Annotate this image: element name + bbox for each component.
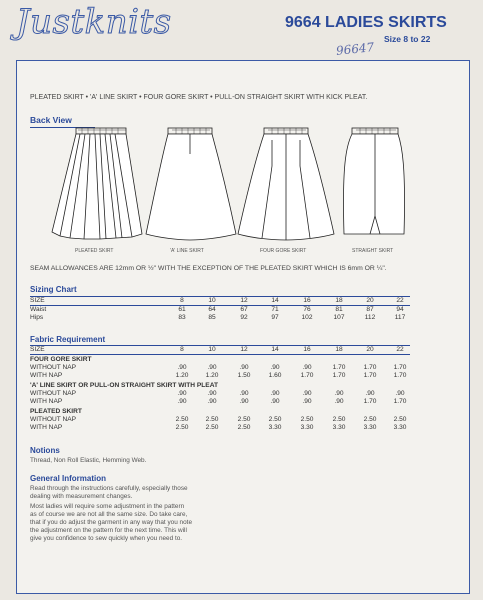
handwritten-number: 96647 xyxy=(335,40,375,58)
sizing-chart-title: Sizing Chart xyxy=(30,285,77,294)
table-cell: 71 xyxy=(271,306,279,313)
back-view-title: Back View xyxy=(30,115,72,125)
size-cell: 22 xyxy=(396,346,404,353)
table-cell: 1.70 xyxy=(332,364,346,371)
general-info-line: as of course we are not all the same size. Do take care, xyxy=(30,511,188,518)
general-info-line: dealing with measurement changes. xyxy=(30,493,133,500)
size-cell: 12 xyxy=(240,297,248,304)
table-cell: .90 xyxy=(270,390,280,397)
size-cell: 10 xyxy=(208,297,216,304)
table-cell: 1.70 xyxy=(363,364,377,371)
table-cell: .90 xyxy=(207,364,217,371)
size-label: SIZE xyxy=(30,297,45,304)
table-cell: .90 xyxy=(239,364,249,371)
table-cell: .90 xyxy=(239,398,249,405)
table-cell: 94 xyxy=(396,306,404,313)
table-cell: .90 xyxy=(177,398,187,405)
group-four-gore: FOUR GORE SKIRT xyxy=(30,356,92,363)
table-cell: 1.70 xyxy=(300,372,314,379)
size-cell: 8 xyxy=(180,297,184,304)
table-cell: 3.30 xyxy=(268,424,282,431)
row-label: WITHOUT NAP xyxy=(30,416,77,423)
skirt-illustrations xyxy=(50,126,430,250)
group-a-line-or-straight: 'A' LINE SKIRT OR PULL-ON STRAIGHT SKIRT WITH PLEAT xyxy=(30,382,218,389)
table-row xyxy=(30,314,410,323)
table-cell: 97 xyxy=(271,314,279,321)
general-info-line: the adjustment on the pattern for the next time. This will xyxy=(30,527,187,534)
table-cell: 102 xyxy=(301,314,313,321)
table-cell: 1.50 xyxy=(237,372,251,379)
table-cell: 1.70 xyxy=(363,372,377,379)
table-cell: 3.30 xyxy=(300,424,314,431)
row-label: Hips xyxy=(30,314,44,321)
table-cell: .90 xyxy=(365,390,375,397)
table-cell: 2.50 xyxy=(175,416,189,423)
row-label: WITH NAP xyxy=(30,398,63,405)
size-cell: 16 xyxy=(303,297,311,304)
table-cell: 1.20 xyxy=(175,372,189,379)
table-cell: 2.50 xyxy=(268,416,282,423)
table-cell: 85 xyxy=(208,314,216,321)
pleated-skirt-drawing xyxy=(52,128,142,239)
table-cell: 67 xyxy=(240,306,248,313)
size-cell: 12 xyxy=(240,346,248,353)
general-info-line: that if you do adjust the garment in any way that you note xyxy=(30,519,192,526)
table-cell: 92 xyxy=(240,314,248,321)
size-range: Size 8 to 22 xyxy=(384,34,431,44)
general-info-line: give you confidence to sew quickly when you need to. xyxy=(30,535,183,542)
table-cell: .90 xyxy=(207,398,217,405)
notions-title: Notions xyxy=(30,446,60,455)
size-cell: 22 xyxy=(396,297,404,304)
table-cell: 2.50 xyxy=(237,424,251,431)
fabric-header-rule xyxy=(30,354,410,355)
size-cell: 14 xyxy=(271,297,279,304)
table-cell: .90 xyxy=(302,364,312,371)
row-label: WITHOUT NAP xyxy=(30,364,77,371)
table-cell: 64 xyxy=(208,306,216,313)
table-cell: 1.20 xyxy=(205,372,219,379)
table-row xyxy=(30,398,410,407)
table-cell: 76 xyxy=(303,306,311,313)
table-cell: .90 xyxy=(302,390,312,397)
row-label: WITH NAP xyxy=(30,424,63,431)
table-cell: .90 xyxy=(334,398,344,405)
size-cell: 20 xyxy=(366,297,374,304)
table-cell: .90 xyxy=(239,390,249,397)
general-info-line: Most ladies will require some adjustment in the pattern xyxy=(30,503,185,510)
table-cell: 2.50 xyxy=(205,424,219,431)
size-cell: 20 xyxy=(366,346,374,353)
table-cell: 1.70 xyxy=(393,398,407,405)
table-cell: 87 xyxy=(366,306,374,313)
table-cell: 1.60 xyxy=(268,372,282,379)
table-cell: .90 xyxy=(177,390,187,397)
general-information-title: General Information xyxy=(30,474,107,483)
size-cell: 16 xyxy=(303,346,311,353)
size-label: SIZE xyxy=(30,346,45,353)
table-cell: 2.50 xyxy=(332,416,346,423)
table-cell: 112 xyxy=(364,314,376,321)
group-pleated: PLEATED SKIRT xyxy=(30,408,82,415)
styles-list: PLEATED SKIRT • 'A' LINE SKIRT • FOUR GORE SKIRT • PULL-ON STRAIGHT SKIRT WITH KICK PLEAT. xyxy=(30,94,368,101)
table-cell: .90 xyxy=(207,390,217,397)
row-label: Waist xyxy=(30,306,47,313)
table-row xyxy=(30,424,410,433)
seam-allowance-note: SEAM ALLOWANCES ARE 12mm OR ½" WITH THE EXCEPTION OF THE PLEATED SKIRT WHICH IS 6mm OR ¼". xyxy=(30,265,387,272)
caption-four-gore-skirt: FOUR GORE SKIRT xyxy=(260,248,307,254)
table-cell: 81 xyxy=(335,306,343,313)
size-cell: 10 xyxy=(208,346,216,353)
table-row xyxy=(30,372,410,381)
straight-skirt-drawing xyxy=(343,128,404,234)
fabric-requirement-title: Fabric Requirement xyxy=(30,335,106,344)
table-cell: .90 xyxy=(177,364,187,371)
size-cell: 18 xyxy=(335,297,343,304)
table-cell: 3.30 xyxy=(393,424,407,431)
table-cell: .90 xyxy=(395,390,405,397)
size-cell: 8 xyxy=(180,346,184,353)
table-cell: 1.70 xyxy=(363,398,377,405)
row-label: WITHOUT NAP xyxy=(30,390,77,397)
general-info-line: Read through the instructions carefully, especially those xyxy=(30,485,188,492)
row-label: WITH NAP xyxy=(30,372,63,379)
table-cell: .90 xyxy=(334,390,344,397)
caption-straight-skirt: STRAIGHT SKIRT xyxy=(352,248,394,254)
size-cell: 18 xyxy=(335,346,343,353)
table-cell: 1.70 xyxy=(332,372,346,379)
size-cell: 14 xyxy=(271,346,279,353)
table-cell: 2.50 xyxy=(205,416,219,423)
table-cell: 1.70 xyxy=(393,372,407,379)
table-cell: 2.50 xyxy=(393,416,407,423)
table-cell: 61 xyxy=(178,306,186,313)
a-line-skirt-drawing xyxy=(146,128,236,240)
table-cell: 83 xyxy=(178,314,186,321)
table-cell: 1.70 xyxy=(393,364,407,371)
table-cell: 2.50 xyxy=(363,416,377,423)
table-cell: .90 xyxy=(270,398,280,405)
caption-a-line-skirt: 'A' LINE SKIRT xyxy=(170,248,204,254)
brand-logo: Justknits xyxy=(16,2,172,42)
table-cell: .90 xyxy=(302,398,312,405)
table-cell: 3.30 xyxy=(363,424,377,431)
table-cell: 3.30 xyxy=(332,424,346,431)
pattern-title: 9664 LADIES SKIRTS xyxy=(285,14,447,31)
table-cell: 107 xyxy=(333,314,345,321)
caption-pleated-skirt: PLEATED SKIRT xyxy=(75,248,114,254)
table-cell: .90 xyxy=(270,364,280,371)
table-cell: 117 xyxy=(394,314,406,321)
table-cell: 2.50 xyxy=(300,416,314,423)
four-gore-skirt-drawing xyxy=(238,128,334,240)
notions-text: Thread, Non Roll Elastic, Hemming Web. xyxy=(30,457,147,464)
table-cell: 2.50 xyxy=(237,416,251,423)
table-cell: 2.50 xyxy=(175,424,189,431)
